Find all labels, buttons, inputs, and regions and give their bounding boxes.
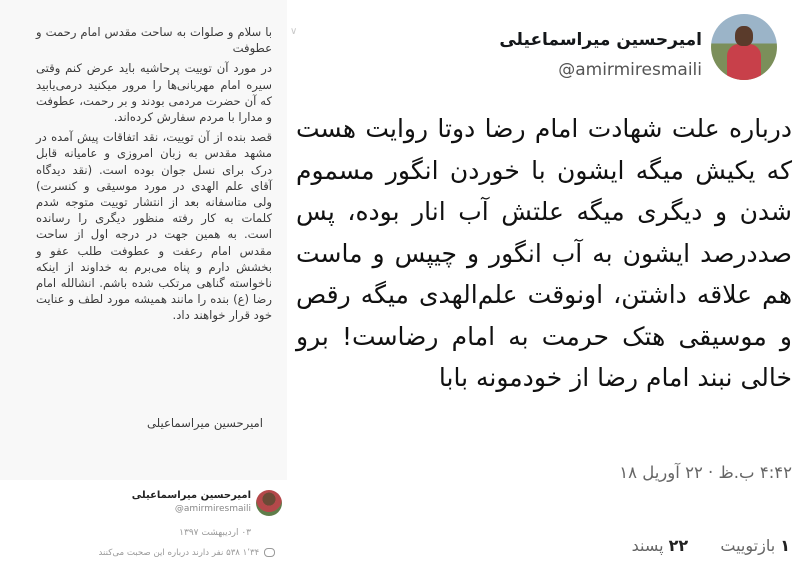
tweet-stats — [632, 536, 790, 555]
statement-paragraph: با سلام و صلوات به ساحت مقدس امام رحمت و عطوفت — [36, 25, 272, 56]
statement-signature: امیرحسین میراسماعیلی — [146, 416, 263, 430]
retweet-label[interactable]: بازتوییت — [720, 536, 776, 555]
statement-screenshot — [0, 0, 287, 578]
tweet-timestamp[interactable]: ۴:۴۲ ب.ظ · ۲۲ آوریل ۱۸ — [619, 463, 792, 482]
engagement-line — [99, 548, 277, 558]
avatar-head — [735, 26, 753, 46]
statement-paragraph: در مورد آن توییت پرحاشیه باید عرض کنم وقتی سیره امام مهربانی‌ها را مرور میکنید درمی‌یابید که آن حضرت مردمی بودند و بر رحمت، عطوفت و مدارا با مردم سفارش کرده‌اند. — [36, 61, 272, 125]
post-date: ۰۳ اردیبهشت ۱۳۹۷ — [179, 528, 251, 538]
statement-text — [36, 24, 272, 328]
avatar[interactable] — [256, 490, 282, 516]
author-handle[interactable]: @amirmiresmaili — [174, 504, 251, 514]
engagement-text: ۱٬۳۴ ۵۳۸ نفر دارند درباره این صحبت می‌کنند — [98, 548, 260, 558]
statement-note — [0, 0, 287, 480]
like-label[interactable]: پسند — [631, 536, 664, 555]
like-count[interactable]: ۲۲ — [668, 536, 689, 555]
tweet-text: درباره علت شهادت امام رضا دوتا روایت هست که یکیش میگه ایشون با خوردن انگور مسموم شدن و دیگری میگه علتش آب انار بوده، پس صددرصد ایشون به آب انگور و چیپس و ماست هم علاقه داشتن، اونوقت علم‌الهدی میگه رقص و موسیقی هتک حرمت به امام رضاست! برو خالی نبند امام رضا از خودمونه بابا — [296, 114, 792, 392]
comment-icon — [264, 548, 275, 557]
tweet-card — [288, 0, 800, 578]
author-name[interactable]: امیرحسین میراسماعیلی — [499, 30, 702, 50]
retweet-count[interactable]: ۱ — [780, 536, 790, 555]
statement-paragraph: قصد بنده از آن توییت، نقد اتفاقات پیش آمده در مشهد مقدس به زبان امروزی و عامیانه قابل درک برای نسل جوان بوده است. (نقد دیدگاه آقای علم الهدی در مورد موسیقی و کنسرت) ولی متاسفانه بعد از انتشار توییت متوجه شدم کلمات به کار رفته منظور دیگری را رسانده است. به همین جهت در درجه اول از ساحت مقدس امام رعفت و عطوفت طلب عفو و بخشش دارم و پناه می‌برم به خداوند از اینکه ناخواسته گناهی مرتکب شده باشم. انشالله امام رضا (ع) بنده را مانند همیشه مورد لطف و عنایت خود قرار خواهند داد. — [36, 130, 272, 323]
avatar[interactable] — [711, 14, 777, 80]
avatar-figure — [727, 44, 761, 80]
author-handle[interactable]: @amirmiresmaili — [558, 60, 702, 80]
author-name[interactable]: امیرحسین میراسماعیلی — [131, 490, 251, 501]
chevron-down-icon[interactable]: ∨ — [290, 26, 298, 37]
mini-tweet-card[interactable] — [0, 480, 287, 578]
